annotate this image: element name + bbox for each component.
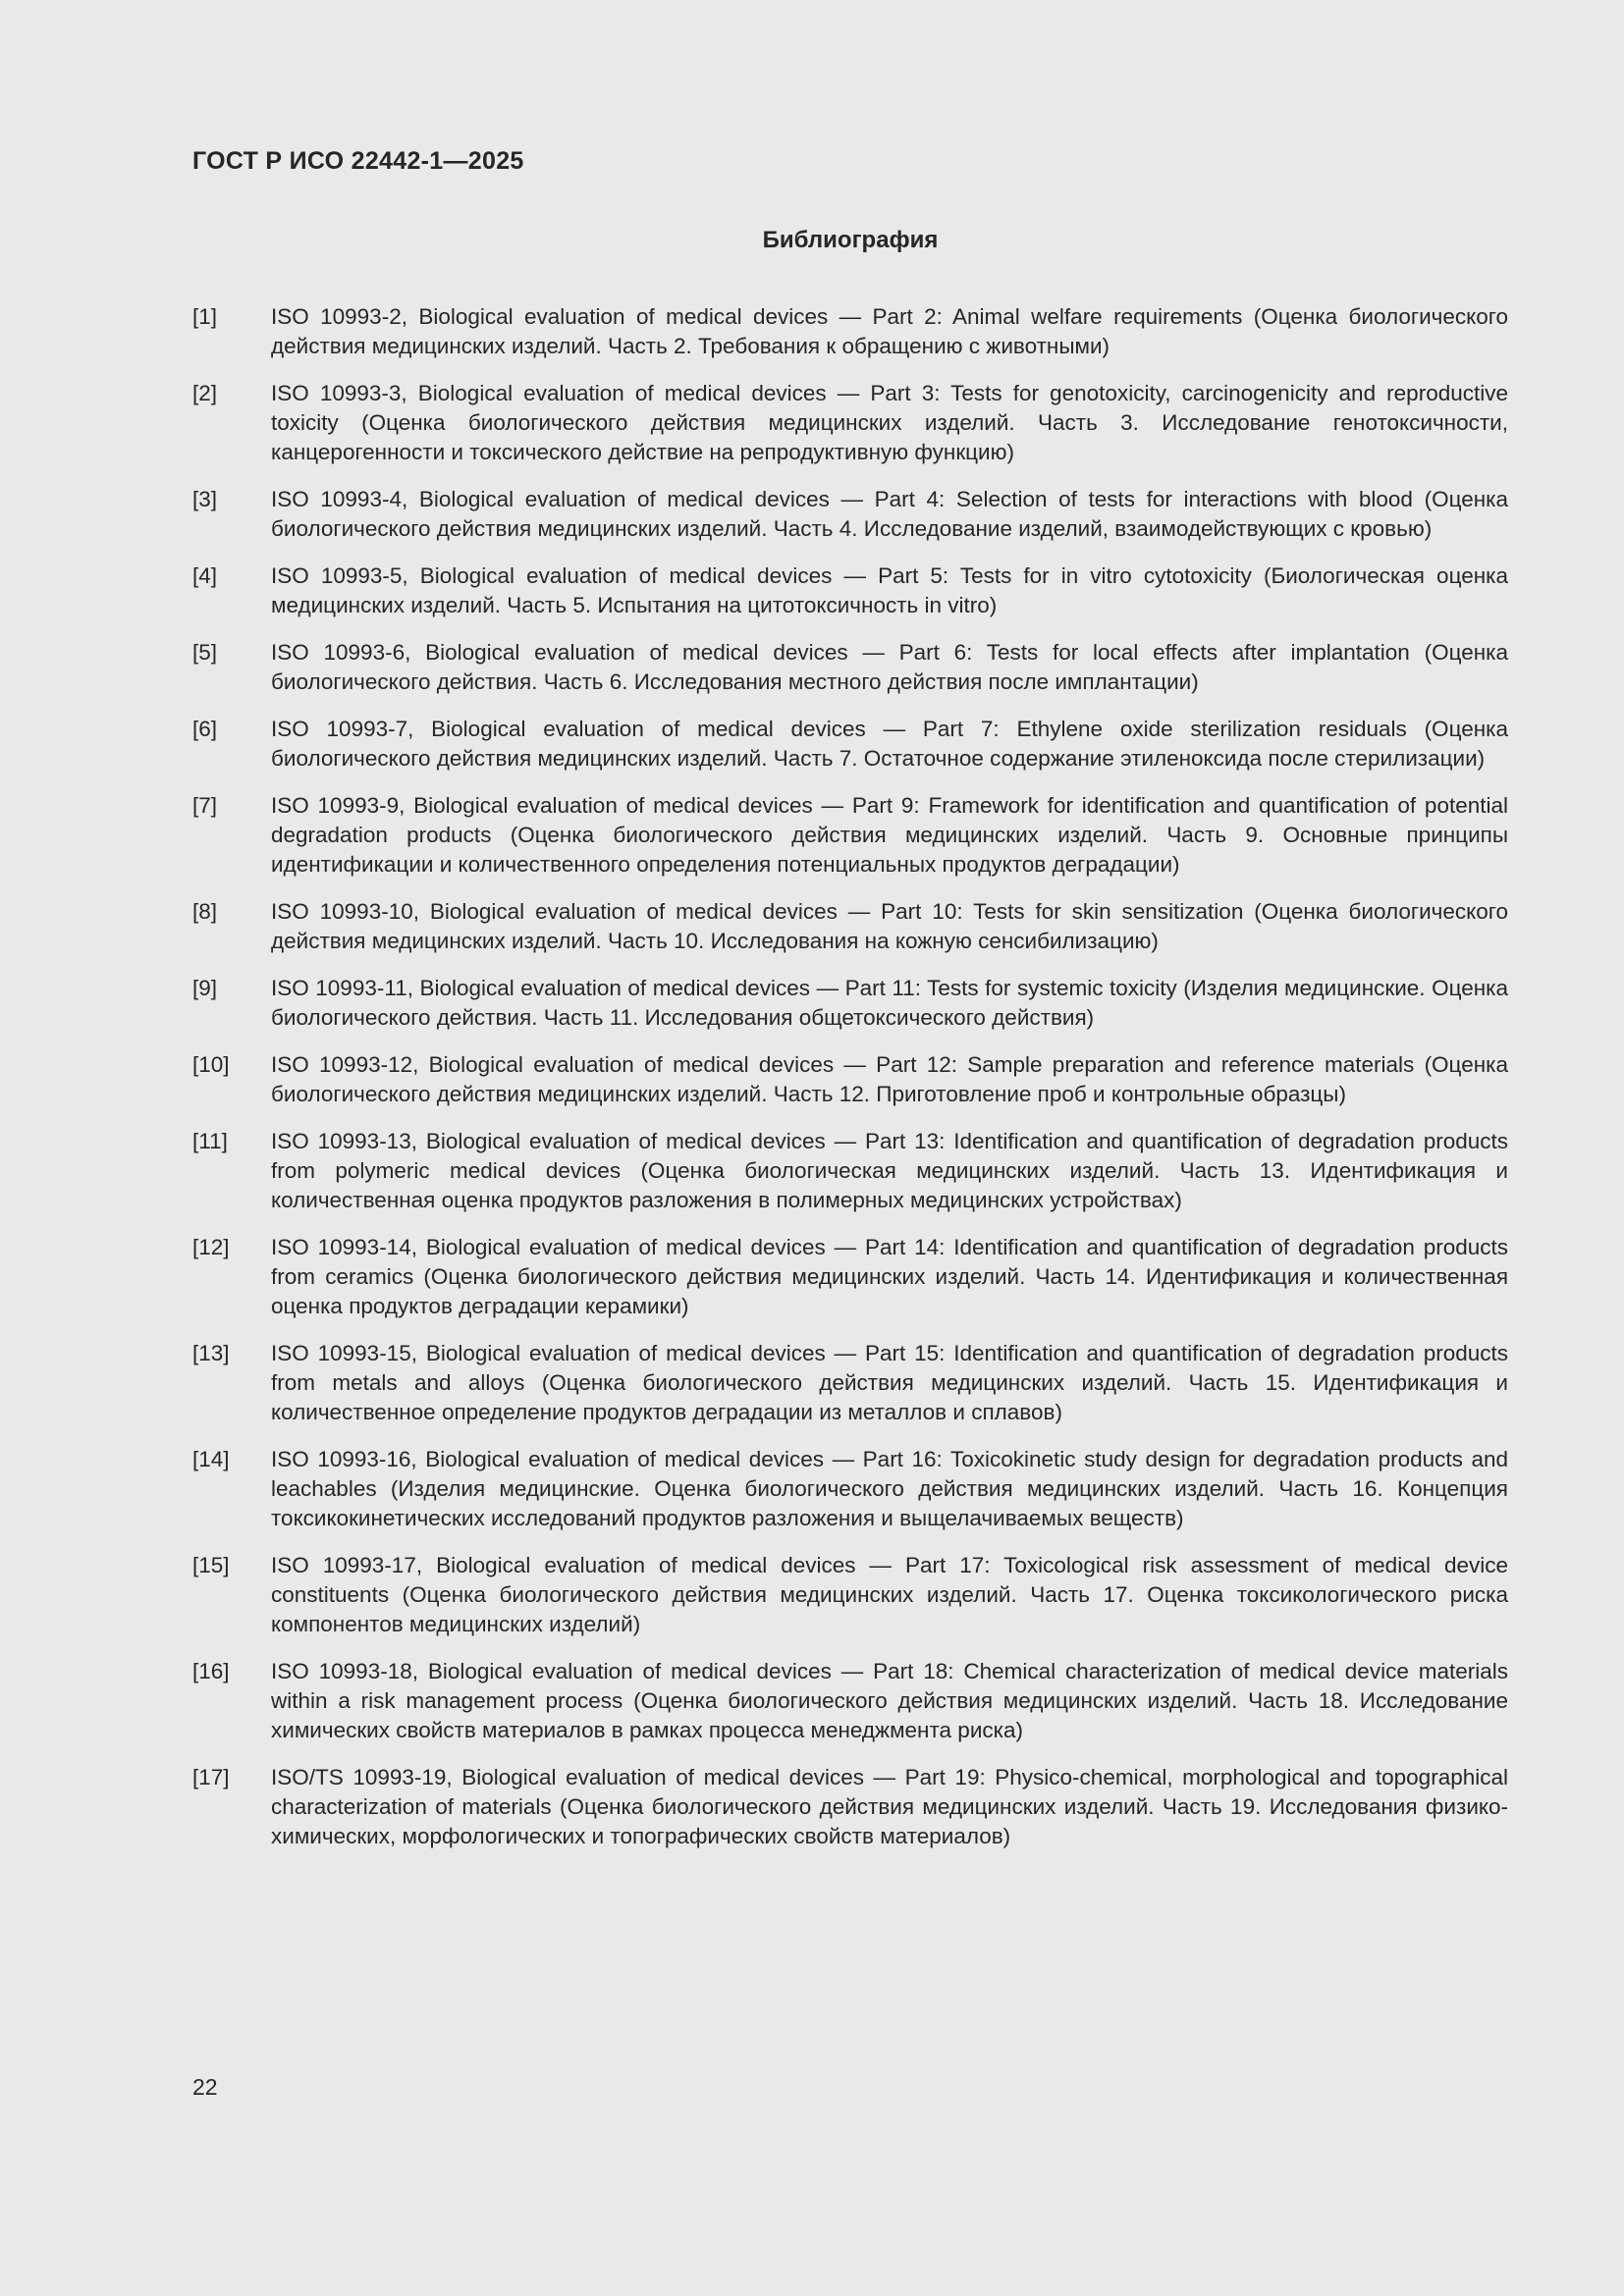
bibliography-entry: [192, 302, 1508, 361]
bibliography-entry-text: ISO 10993-9, Biological evaluation of medical devices — Part 9: Framework for identification and quantification of potential degradation products (Оценка биологического действия медицинских изделий. Часть 9. Основные принципы идентификации и количественного определения потенциальных продуктов деградации): [271, 793, 1508, 877]
bibliography-entry: [192, 1127, 1508, 1215]
bibliography-entry: [192, 1551, 1508, 1639]
bibliography-entry: [192, 897, 1508, 956]
bibliography-entry-text: ISO 10993-12, Biological evaluation of medical devices — Part 12: Sample preparation and reference materials (Оценка биологического действия медицинских изделий. Часть 12. Приготовление проб и контрольные образцы): [271, 1052, 1508, 1106]
bibliography-entry-number: [6]: [192, 717, 218, 741]
bibliography-entry-number: [7]: [192, 793, 218, 818]
bibliography-entry-text: ISO 10993-15, Biological evaluation of medical devices — Part 15: Identification and quantification of degradation products from metals and alloys (Оценка биологического действия медицинских изделий. Часть 15. Идентификация и количественное определение продуктов деградации из металлов и сплавов): [271, 1341, 1508, 1424]
bibliography-entry-number: [12]: [192, 1235, 230, 1259]
bibliography-entry: [192, 974, 1508, 1033]
bibliography-entry-text: ISO 10993-4, Biological evaluation of medical devices — Part 4: Selection of tests for interactions with blood (Оценка биологического действия медицинских изделий. Часть 4. Исследование изделий, взаимодействующих с кровью): [271, 487, 1508, 541]
bibliography-entry: [192, 1233, 1508, 1321]
bibliography-list: [192, 302, 1508, 1869]
bibliography-entry: [192, 1445, 1508, 1533]
bibliography-entry-text: ISO 10993-6, Biological evaluation of medical devices — Part 6: Tests for local effects after implantation (Оценка биологического действия. Часть 6. Исследования местного действия после имплантации): [271, 640, 1508, 694]
bibliography-entry-text: ISO 10993-3, Biological evaluation of medical devices — Part 3: Tests for genotoxicity, carcinogenicity and reproductive toxicity (Оценка биологического действия медицинских изделий. Часть 3. Исследование генотоксичности, канцерогенности и токсического действие на репродуктивную функцию): [271, 381, 1508, 464]
bibliography-entry-number: [2]: [192, 381, 218, 405]
bibliography-entry-text: ISO 10993-17, Biological evaluation of medical devices — Part 17: Toxicological risk assessment of medical device constituents (Оценка биологического действия медицинских изделий. Часть 17. Оценка токсикологического риска компонентов медицинских изделий): [271, 1553, 1508, 1636]
section-title: Библиография: [762, 227, 939, 253]
bibliography-entry-number: [1]: [192, 304, 218, 329]
bibliography-entry-text: ISO 10993-10, Biological evaluation of medical devices — Part 10: Tests for skin sensitization (Оценка биологического действия медицинских изделий. Часть 10. Исследования на кожную сенсибилизацию): [271, 899, 1508, 953]
bibliography-entry: [192, 1339, 1508, 1427]
bibliography-entry: [192, 561, 1508, 620]
bibliography-entry-number: [8]: [192, 899, 218, 924]
bibliography-entry-number: [10]: [192, 1052, 230, 1077]
bibliography-entry-number: [16]: [192, 1659, 230, 1683]
bibliography-entry-text: ISO 10993-2, Biological evaluation of medical devices — Part 2: Animal welfare requirements (Оценка биологического действия медицинских изделий. Часть 2. Требования к обращению с животными): [271, 304, 1508, 358]
bibliography-entry-number: [13]: [192, 1341, 230, 1365]
bibliography-entry-text: ISO 10993-18, Biological evaluation of medical devices — Part 18: Chemical characterization of medical device materials within a risk management process (Оценка биологического действия медицинских изделий. Часть 18. Исследование химических свойств материалов в рамках процесса менеджмента риска): [271, 1659, 1508, 1742]
bibliography-entry: [192, 1050, 1508, 1109]
bibliography-entry-text: ISO 10993-5, Biological evaluation of medical devices — Part 5: Tests for in vitro cytotoxicity (Биологическая оценка медицинских изделий. Часть 5. Испытания на цитотоксичность in vitro): [271, 563, 1508, 617]
bibliography-entry: [192, 1657, 1508, 1745]
bibliography-entry-text: ISO/TS 10993-19, Biological evaluation of medical devices — Part 19: Physico-chemical, morphological and topographical characterization of materials (Оценка биологического действия медицинских изделий. Часть 19. Исследования физико-химических, морфологических и топографических свойств материалов): [271, 1765, 1508, 1848]
bibliography-entry-number: [4]: [192, 563, 218, 588]
bibliography-entry: [192, 638, 1508, 697]
bibliography-entry-text: ISO 10993-16, Biological evaluation of medical devices — Part 16: Toxicokinetic study design for degradation products and leachables (Изделия медицинские. Оценка биологического действия медицинских изделий. Часть 16. Концепция токсикокинетических исследований продуктов разложения и выщелачиваемых веществ): [271, 1447, 1508, 1530]
bibliography-entry-number: [14]: [192, 1447, 230, 1471]
bibliography-entry-number: [9]: [192, 976, 218, 1000]
bibliography-entry-text: ISO 10993-14, Biological evaluation of medical devices — Part 14: Identification and quantification of degradation products from ceramics (Оценка биологического действия медицинских изделий. Часть 14. Идентификация и количественная оценка продуктов деградации керамики): [271, 1235, 1508, 1318]
bibliography-entry-number: [5]: [192, 640, 218, 665]
bibliography-entry: [192, 1763, 1508, 1851]
bibliography-entry: [192, 715, 1508, 774]
page-number: 22: [192, 2074, 218, 2100]
bibliography-entry-text: ISO 10993-13, Biological evaluation of medical devices — Part 13: Identification and quantification of degradation products from polymeric medical devices (Оценка биологическая медицинских изделий. Часть 13. Идентификация и количественная оценка продуктов разложения в полимерных медицинских устройствах): [271, 1129, 1508, 1212]
bibliography-entry: [192, 791, 1508, 880]
bibliography-entry: [192, 485, 1508, 544]
bibliography-entry-text: ISO 10993-11, Biological evaluation of medical devices — Part 11: Tests for systemic toxicity (Изделия медицинские. Оценка биологического действия. Часть 11. Исследования общетоксического действия): [271, 976, 1508, 1030]
bibliography-entry-number: [17]: [192, 1765, 230, 1789]
bibliography-entry-text: ISO 10993-7, Biological evaluation of medical devices — Part 7: Ethylene oxide sterilization residuals (Оценка биологического действия медицинских изделий. Часть 7. Остаточное содержание этиленоксида после стерилизации): [271, 717, 1508, 771]
bibliography-entry: [192, 379, 1508, 467]
document-code-header: ГОСТ Р ИСО 22442-1—2025: [192, 147, 524, 175]
bibliography-entry-number: [11]: [192, 1129, 228, 1153]
bibliography-entry-number: [3]: [192, 487, 218, 511]
bibliography-entry-number: [15]: [192, 1553, 230, 1577]
